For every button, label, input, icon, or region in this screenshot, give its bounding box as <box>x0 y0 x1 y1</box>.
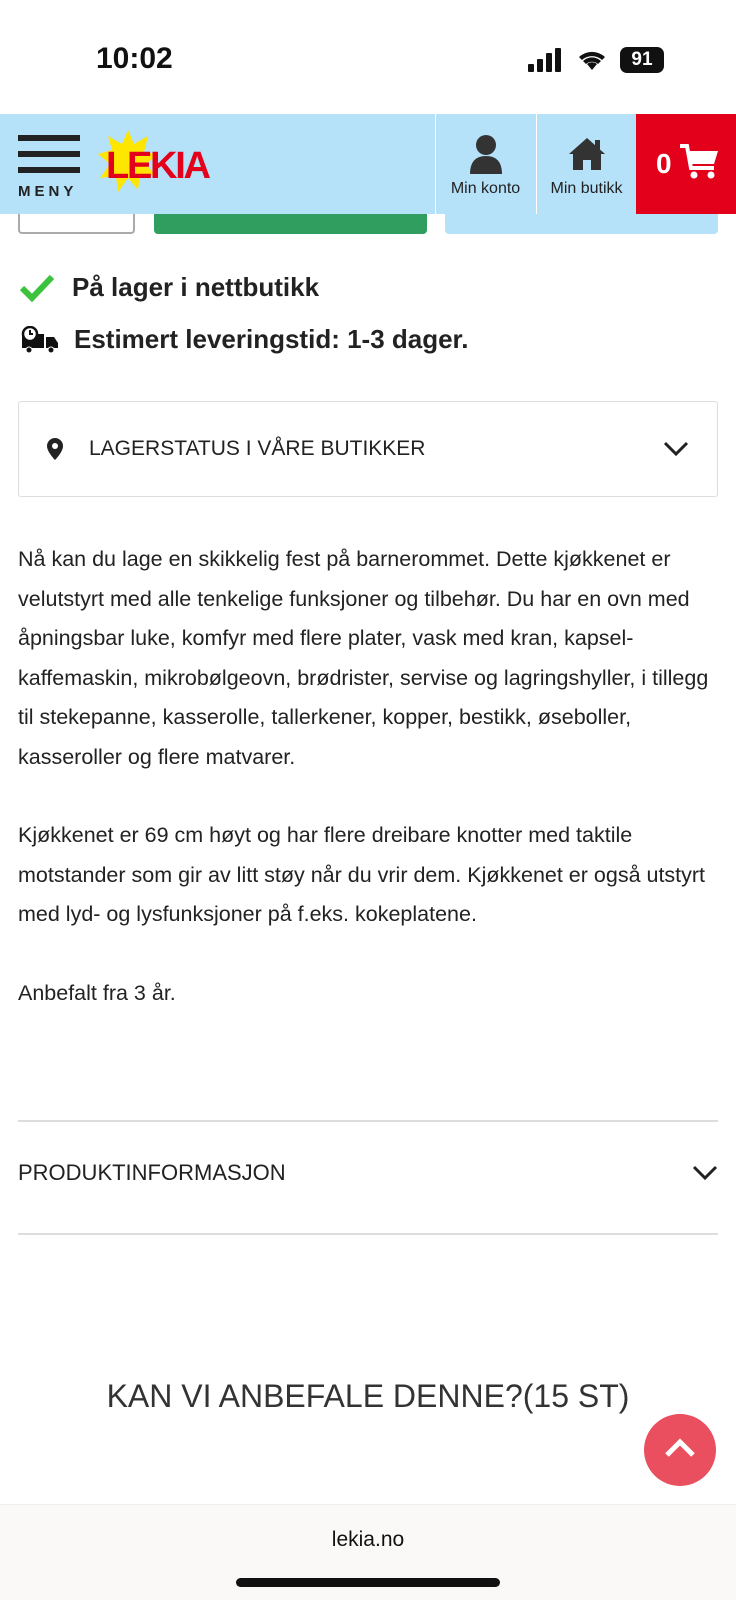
product-description: Nå kan du lage en skikkelig fest på barnerommet. Dette kjøkkenet er velutstyrt med alle tenkelige funksjoner og tilbehør. Du har en ovn med åpningsbar luke, komfyr med flere plater, vask med kran, kapsel-kaffemaskin, mikrobølgeovn, brødrister, servise og lagringshyller, i tillegg til stekepanne, kasserolle, tallerkener, kopper, bestikk, øseboller, kasseroller og flere matvarer. Kjøkkenet er 69 cm høyt og har flere dreibare knotter med taktile motstander som gir av litt støy når du vrir dem. Kjøkkenet er også utstyrt med lyd- og lysfunksjoner på f.eks. kokeplatene. Anbefalt fra 3 år. <box>18 547 709 1005</box>
scroll-to-top-button[interactable] <box>644 1414 716 1486</box>
browser-url[interactable]: lekia.no <box>331 1528 405 1551</box>
my-account-button[interactable]: Min konto <box>435 114 535 214</box>
product-info-accordion[interactable]: PRODUKTINFORMASJON <box>18 1160 718 1186</box>
cart-button[interactable] <box>636 114 736 214</box>
home-icon <box>567 136 607 170</box>
chevron-up-icon <box>664 1438 696 1458</box>
add-to-cart-button[interactable] <box>154 214 427 234</box>
wifi-icon <box>576 46 608 72</box>
chevron-down-icon <box>663 441 689 457</box>
delivery-truck-icon <box>20 326 60 354</box>
cart-count: 0 <box>656 148 672 179</box>
user-icon <box>469 134 503 174</box>
menu-icon[interactable] <box>18 135 80 183</box>
my-store-button[interactable]: Min butikk <box>536 114 636 214</box>
svg-text:LEKIA: LEKIA <box>106 145 211 187</box>
checkmark-icon <box>20 274 54 302</box>
divider <box>18 1233 718 1235</box>
menu-label[interactable]: MENY <box>18 183 78 200</box>
divider <box>18 1120 718 1122</box>
quantity-input[interactable] <box>18 214 135 234</box>
status-bar <box>0 0 736 114</box>
secondary-button[interactable] <box>445 214 718 234</box>
store-stock-dropdown[interactable]: LAGERSTATUS I VÅRE BUTIKKER <box>18 401 718 497</box>
chevron-down-icon <box>692 1165 718 1181</box>
status-time: 10:02 <box>96 42 173 75</box>
lekia-logo[interactable] <box>98 128 218 198</box>
signal-icon <box>528 48 562 72</box>
cart-icon <box>680 144 720 180</box>
recommendations-heading: KAN VI ANBEFALE DENNE?(15 ST) <box>106 1378 630 1414</box>
stock-status: På lager i nettbutikk <box>20 272 319 303</box>
location-pin-icon <box>47 438 63 460</box>
battery-indicator: 91 <box>620 47 664 73</box>
delivery-estimate: Estimert leveringstid: 1-3 dager. <box>20 324 468 355</box>
home-indicator[interactable] <box>236 1578 500 1587</box>
